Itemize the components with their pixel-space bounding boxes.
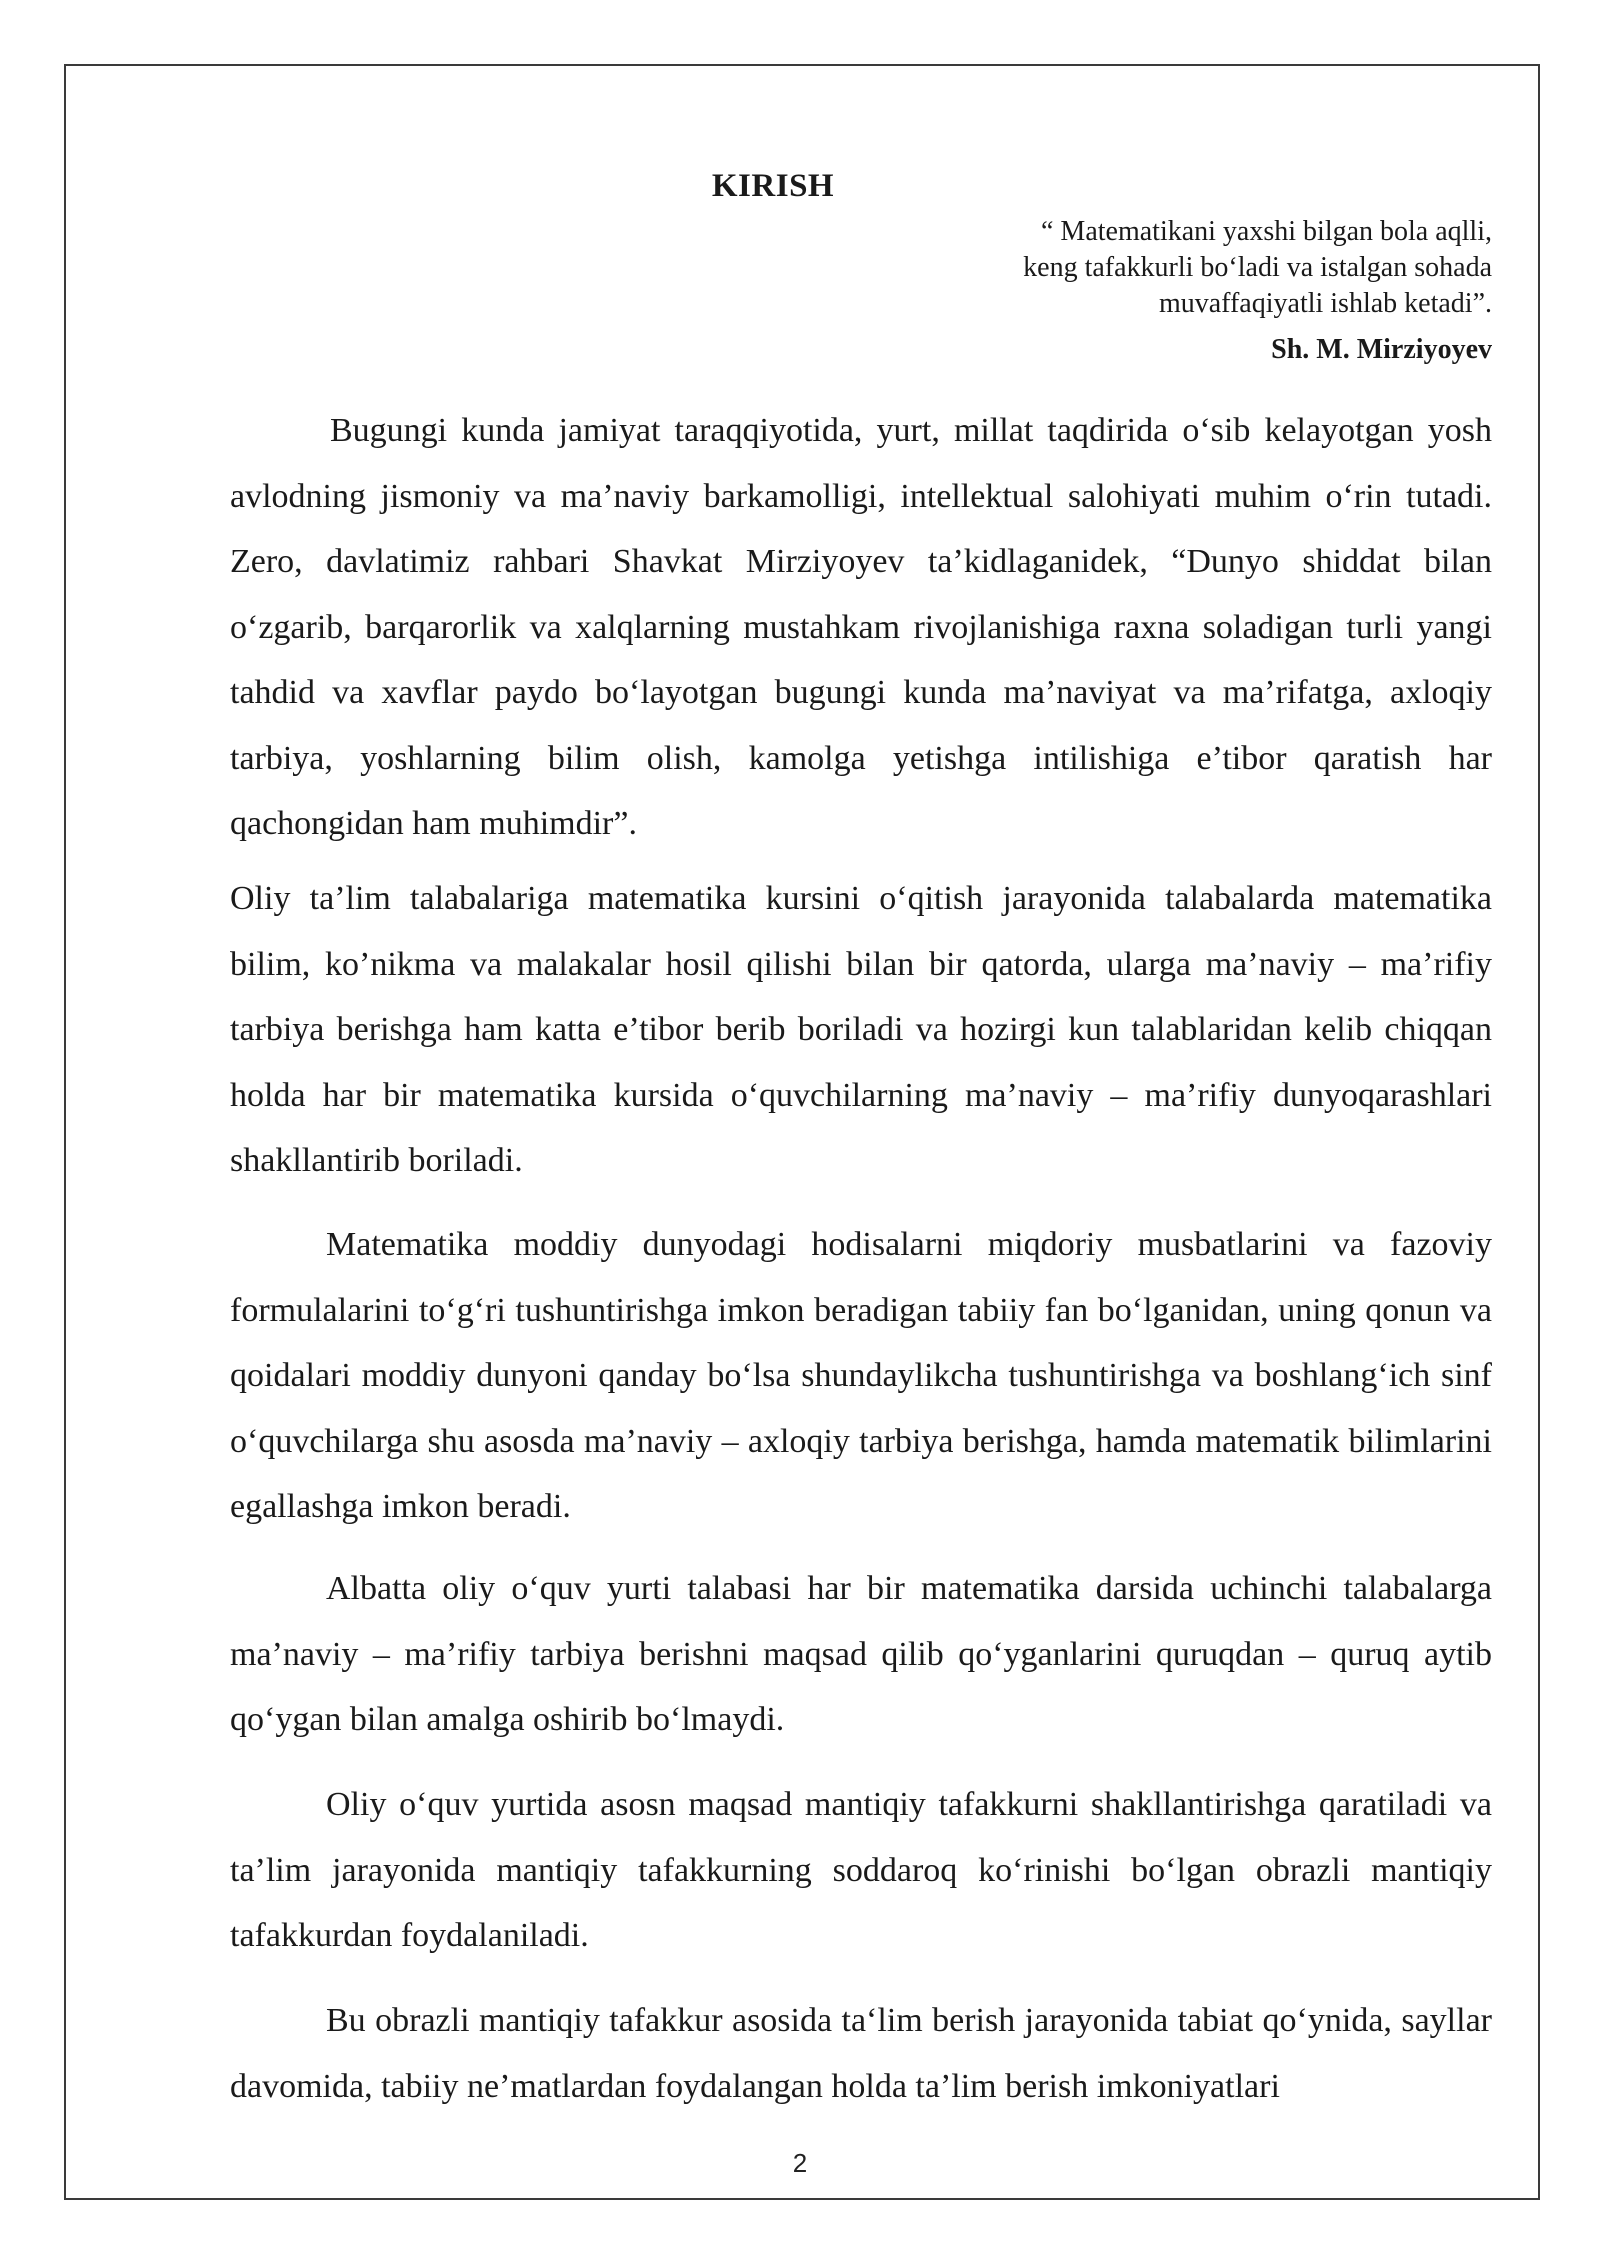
paragraph-4: Albatta oliy o‘quv yurti talabasi har bir matematika darsida uchinchi talabalarga ma’naviy – ma’rifiy tarbiya berishni maqsad qilib qo‘yganlarini quruqdan – quruq aytib qo‘ygan bilan amalga oshirib bo‘lmaydi. — [230, 1570, 1492, 1738]
paragraph-1: Bugungi kunda jamiyat taraqqiyotida, yurt, millat taqdirida o‘sib kelayotgan yosh avlodning jismoniy va ma’naviy barkamolligi, intellektual salohiyati muhim o‘rin tutadi. Zero, davlatimiz rahbari Shavkat Mirziyoyev ta’kidlaganidek, “Dunyo shiddat bilan o‘zgarib, barqarorlik va xalqlarning mustahkam rivojlanishiga raxna soladigan turli yangi tahdid va xavflar paydo bo‘layotgan bugungi kunda ma’naviyat va ma’rifatga, axloqiy tarbiya, yoshlarning bilim olish, kamolga yetishga intilishiga e’tibor qaratish har qachongidan ham muhimdir”. — [230, 412, 1492, 842]
paragraph-6: Bu obrazli mantiqiy tafakkur asosida ta‘lim berish jarayonida tabiat qo‘ynida, sayllar davomida, tabiiy ne’matlardan foydalangan holda ta’lim berish imkoniyatlari — [230, 2002, 1492, 2105]
page-number: 2 — [792, 2148, 808, 2178]
epigraph-line: “ Matematikani yaxshi bilgan bola aqlli, — [1041, 216, 1492, 247]
paragraph-5: Oliy o‘quv yurtida asosn maqsad mantiqiy tafakkurni shakllantirishga qaratiladi va ta’lim jarayonida mantiqiy tafakkurning soddaroq ko‘rinishi bo‘lgan obrazli mantiqiy tafakkurdan foydalaniladi. — [230, 1786, 1492, 1954]
epigraph-line: muvaffaqiyatli ishlab ketadi”. — [1158, 288, 1492, 319]
section-title: KIRISH — [711, 168, 835, 204]
paragraph-2: Oliy ta’lim talabalariga matematika kursini o‘qitish jarayonida talabalarda matematika bilim, ko’nikma va malakalar hosil qilishi bilan bir qatorda, ularga ma’naviy – ma’rifiy tarbiya berishga ham katta e’tibor berib boriladi va hozirgi kun talablaridan kelib chiqqan holda har bir matematika kursida o‘quvchilarning ma’naviy – ma’rifiy dunyoqarashlari shakllantirib boriladi. — [230, 880, 1492, 1179]
epigraph-author: Sh. M. Mirziyoyev — [1271, 334, 1492, 365]
epigraph-line: keng tafakkurli bo‘ladi va istalgan sohada — [1023, 252, 1492, 283]
paragraph-3: Matematika moddiy dunyodagi hodisalarni miqdoriy musbatlarini va fazoviy formulalarini to‘g‘ri tushuntirishga imkon beradigan tabiiy fan bo‘lganidan, uning qonun va qoidalari moddiy dunyoni qanday bo‘lsa shundaylikcha tushuntirishga va boshlang‘ich sinf o‘quvchilarga shu asosda ma’naviy – axloqiy tarbiya berishga, hamda matematik bilimlarini egallashga imkon beradi. — [230, 1226, 1492, 1525]
epigraph-quote — [592, 214, 1492, 322]
